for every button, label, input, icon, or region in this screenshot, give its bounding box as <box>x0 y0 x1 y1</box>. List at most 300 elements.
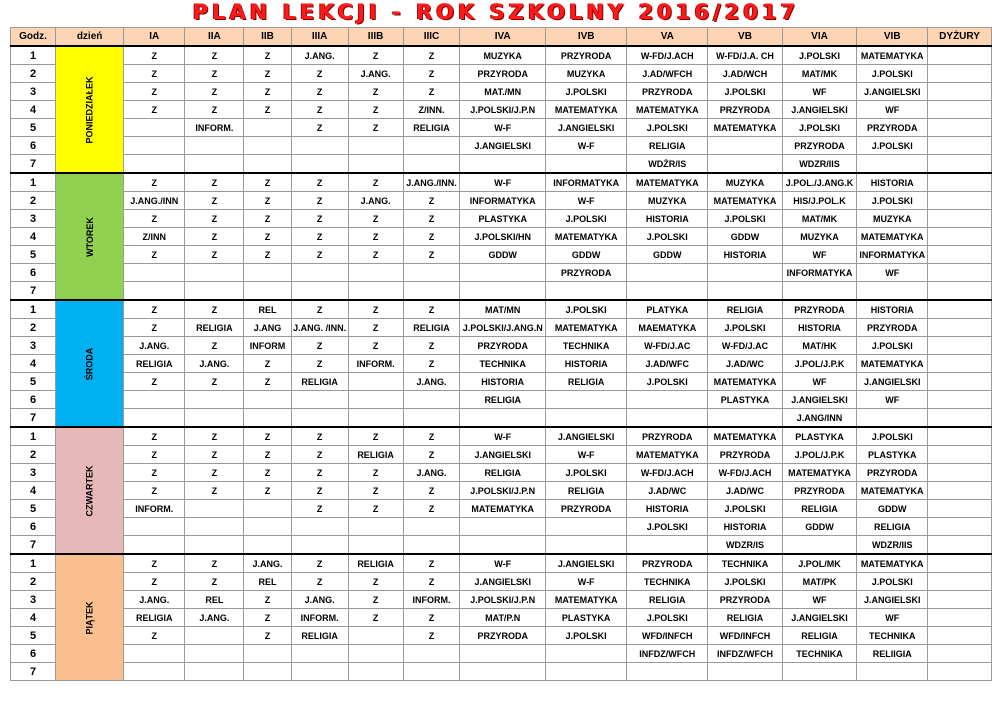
lesson-cell: Z <box>291 300 348 319</box>
lesson-cell <box>928 83 992 101</box>
lesson-row <box>11 627 992 645</box>
page-title: PLAN LEKCJI - ROK SZKOLNY 2016/2017 <box>192 0 800 24</box>
lesson-cell <box>627 536 708 555</box>
lesson-row <box>11 155 992 174</box>
column-header: IA <box>124 28 185 47</box>
lesson-cell: Z <box>185 83 244 101</box>
day-label <box>56 554 124 681</box>
lesson-cell <box>124 663 185 681</box>
lesson-cell <box>291 155 348 174</box>
lesson-row <box>11 137 992 155</box>
lesson-cell: W-F <box>546 573 627 591</box>
lesson-cell: WF <box>782 83 857 101</box>
day-name: PIĄTEK <box>84 600 95 635</box>
lesson-cell: Z <box>348 609 403 627</box>
lesson-cell: J.ANGIELSKI <box>460 573 546 591</box>
lesson-cell <box>460 264 546 282</box>
lesson-cell: Z <box>348 573 403 591</box>
lesson-cell <box>782 536 857 555</box>
lesson-cell: Z <box>185 300 244 319</box>
lesson-cell <box>124 518 185 536</box>
lesson-cell <box>124 391 185 409</box>
lesson-cell: Z <box>185 446 244 464</box>
lesson-cell: PLASTYKA <box>782 427 857 446</box>
lesson-cell: Z <box>185 427 244 446</box>
lesson-cell: J.POL/J.P.K <box>782 355 857 373</box>
lesson-row <box>11 500 992 518</box>
lesson-cell: W-FD/J.AC <box>627 337 708 355</box>
lesson-cell <box>244 536 291 555</box>
lesson-cell: W-FD/J.ACH <box>627 464 708 482</box>
lesson-cell: REL <box>244 573 291 591</box>
lesson-cell <box>403 409 460 428</box>
lesson-cell <box>857 409 928 428</box>
lesson-cell: J.ANG. <box>124 337 185 355</box>
lesson-cell: Z <box>403 83 460 101</box>
lesson-cell: Z <box>124 101 185 119</box>
lesson-cell: PRZYRODA <box>708 446 782 464</box>
lesson-cell <box>244 391 291 409</box>
lesson-cell: Z <box>348 464 403 482</box>
lesson-cell: MAT/P.N <box>460 609 546 627</box>
lesson-cell: Z <box>185 464 244 482</box>
lesson-cell <box>185 137 244 155</box>
lesson-cell: GDDW <box>708 228 782 246</box>
lesson-cell: Z <box>244 210 291 228</box>
lesson-number: 1 <box>11 173 56 192</box>
lesson-cell <box>928 464 992 482</box>
lesson-number: 4 <box>11 228 56 246</box>
lesson-cell <box>348 264 403 282</box>
lesson-cell <box>403 518 460 536</box>
lesson-cell: INFORM. <box>185 119 244 137</box>
lesson-cell <box>124 264 185 282</box>
lesson-cell: J.POLSKI <box>857 573 928 591</box>
lesson-number: 7 <box>11 663 56 681</box>
column-header: Godz. <box>11 28 56 47</box>
lesson-cell: Z <box>348 173 403 192</box>
lesson-cell <box>928 427 992 446</box>
lesson-number: 3 <box>11 337 56 355</box>
lesson-cell: INFORMATYKA <box>857 246 928 264</box>
lesson-cell: J.ANGIELSKI <box>782 609 857 627</box>
lesson-cell: INFORM. <box>348 355 403 373</box>
lesson-cell <box>291 663 348 681</box>
lesson-cell: Z <box>185 192 244 210</box>
lesson-cell: Z <box>403 627 460 645</box>
lesson-cell <box>291 518 348 536</box>
lesson-cell <box>124 536 185 555</box>
lesson-cell: W-FD/J.ACH <box>627 46 708 65</box>
lesson-cell: REL <box>244 300 291 319</box>
lesson-cell: Z <box>244 246 291 264</box>
lesson-cell: Z <box>244 46 291 65</box>
lesson-cell: Z <box>244 173 291 192</box>
lesson-cell <box>928 246 992 264</box>
lesson-cell: Z <box>348 101 403 119</box>
lesson-cell <box>546 518 627 536</box>
lesson-cell <box>403 282 460 301</box>
lesson-cell: J.POL/MK <box>782 554 857 573</box>
lesson-cell: Z <box>348 319 403 337</box>
lesson-cell: Z <box>124 65 185 83</box>
lesson-cell: W-F <box>546 192 627 210</box>
lesson-cell: J.ANG. /INN. <box>291 319 348 337</box>
lesson-cell <box>291 536 348 555</box>
lesson-number: 3 <box>11 210 56 228</box>
lesson-cell: TECHNIKA <box>546 337 627 355</box>
lesson-row <box>11 300 992 319</box>
lesson-cell: Z <box>124 173 185 192</box>
lesson-cell: MATEMATYKA <box>460 500 546 518</box>
lesson-cell: J.ANG. <box>348 192 403 210</box>
lesson-cell: MAT/MK <box>782 210 857 228</box>
lesson-cell: J.ANGIELSKI <box>460 137 546 155</box>
lesson-row <box>11 319 992 337</box>
lesson-row <box>11 554 992 573</box>
lesson-cell: J.POLSKI <box>708 500 782 518</box>
column-header: IIIC <box>403 28 460 47</box>
lesson-cell: Z <box>124 627 185 645</box>
lesson-cell <box>403 137 460 155</box>
lesson-cell: PRZYRODA <box>782 300 857 319</box>
lesson-cell: Z <box>185 246 244 264</box>
lesson-cell: MUZYKA <box>627 192 708 210</box>
lesson-row <box>11 337 992 355</box>
lesson-cell: HISTORIA <box>546 355 627 373</box>
lesson-cell: Z <box>185 373 244 391</box>
lesson-cell: Z <box>124 427 185 446</box>
lesson-cell <box>928 609 992 627</box>
lesson-cell: J.AD/WC <box>627 482 708 500</box>
lesson-number: 5 <box>11 627 56 645</box>
lesson-cell: MATEMATYKA <box>627 446 708 464</box>
lesson-cell: WF <box>857 264 928 282</box>
lesson-cell: PRZYRODA <box>546 500 627 518</box>
lesson-cell: W-FD/J.A. CH <box>708 46 782 65</box>
lesson-cell: MATEMATYKA <box>857 482 928 500</box>
lesson-cell <box>928 300 992 319</box>
lesson-cell: INFORM. <box>291 609 348 627</box>
day-name: CZWARTEK <box>84 465 95 516</box>
lesson-cell: Z <box>403 482 460 500</box>
lesson-cell: MATEMATYKA <box>546 101 627 119</box>
lesson-cell <box>546 536 627 555</box>
lesson-cell: WF <box>857 391 928 409</box>
lesson-cell: PRZYRODA <box>857 319 928 337</box>
lesson-cell: PRZYRODA <box>546 46 627 65</box>
lesson-number: 5 <box>11 500 56 518</box>
lesson-cell: J.ANG./INN. <box>403 173 460 192</box>
lesson-cell: W-F <box>460 427 546 446</box>
lesson-cell: GDDW <box>627 246 708 264</box>
lesson-cell: Z <box>291 83 348 101</box>
lesson-cell: J.POLSKI <box>708 83 782 101</box>
lesson-cell <box>348 137 403 155</box>
lesson-cell <box>928 319 992 337</box>
lesson-cell: MATEMATYKA <box>708 373 782 391</box>
lesson-cell: MAEMATYKA <box>627 319 708 337</box>
lesson-cell: Z <box>244 65 291 83</box>
lesson-cell: Z <box>244 446 291 464</box>
header-row <box>11 28 992 47</box>
lesson-cell: Z <box>291 355 348 373</box>
lesson-number: 6 <box>11 137 56 155</box>
lesson-cell: J.AD/WCH <box>708 65 782 83</box>
lesson-cell <box>928 391 992 409</box>
lesson-cell <box>348 373 403 391</box>
lesson-cell: PRZYRODA <box>857 119 928 137</box>
lesson-cell: MATEMATYKA <box>627 101 708 119</box>
lesson-cell: Z <box>291 119 348 137</box>
lesson-cell: RELIGIA <box>546 482 627 500</box>
lesson-cell: J.ANG. <box>244 554 291 573</box>
lesson-cell <box>928 210 992 228</box>
lesson-number: 5 <box>11 246 56 264</box>
lesson-cell: J.ANG. <box>291 46 348 65</box>
column-header: IVA <box>460 28 546 47</box>
lesson-cell: J.POLSKI <box>627 228 708 246</box>
lesson-cell: RELIGIA <box>291 627 348 645</box>
lesson-cell: Z <box>124 373 185 391</box>
lesson-cell: J.ANG. <box>124 591 185 609</box>
lesson-cell: RELIIGIA <box>857 645 928 663</box>
lesson-number: 6 <box>11 645 56 663</box>
lesson-cell: INFORMATYKA <box>460 192 546 210</box>
lesson-cell: J.POLSKI <box>546 83 627 101</box>
lesson-cell: Z <box>124 554 185 573</box>
lesson-cell: J.AD/WC <box>708 482 782 500</box>
lesson-cell: PLASTYKA <box>708 391 782 409</box>
column-header: VIA <box>782 28 857 47</box>
lesson-cell: MATEMATYKA <box>546 591 627 609</box>
lesson-cell <box>928 137 992 155</box>
lesson-number: 4 <box>11 609 56 627</box>
lesson-cell: Z <box>403 246 460 264</box>
lesson-cell: J.ANG. <box>291 591 348 609</box>
lesson-cell <box>348 627 403 645</box>
lesson-cell: Z <box>244 83 291 101</box>
lesson-cell: TECHNIKA <box>627 573 708 591</box>
lesson-cell: Z <box>291 101 348 119</box>
lesson-cell <box>185 264 244 282</box>
lesson-row <box>11 464 992 482</box>
lesson-cell <box>928 101 992 119</box>
lesson-cell: Z <box>348 246 403 264</box>
lesson-cell: Z <box>403 609 460 627</box>
lesson-row <box>11 246 992 264</box>
lesson-cell: RELIGIA <box>627 137 708 155</box>
lesson-number: 1 <box>11 300 56 319</box>
day-label <box>56 300 124 427</box>
lesson-cell: J.ANGIELSKI <box>546 119 627 137</box>
lesson-row <box>11 645 992 663</box>
lesson-cell: PRZYRODA <box>782 482 857 500</box>
lesson-cell: Z <box>244 482 291 500</box>
lesson-cell <box>244 500 291 518</box>
lesson-cell: HISTORIA <box>460 373 546 391</box>
lesson-cell <box>708 409 782 428</box>
lesson-cell: W-F <box>460 119 546 137</box>
lesson-cell <box>124 137 185 155</box>
lesson-number: 5 <box>11 119 56 137</box>
lesson-cell: WF <box>782 246 857 264</box>
lesson-cell: WF <box>782 373 857 391</box>
lesson-cell: PRZYRODA <box>460 65 546 83</box>
lesson-number: 4 <box>11 101 56 119</box>
lesson-cell <box>928 409 992 428</box>
lesson-cell: HISTORIA <box>708 246 782 264</box>
lesson-cell: J.ANGIELSKI <box>782 101 857 119</box>
lesson-cell: Z <box>291 192 348 210</box>
lesson-cell <box>928 192 992 210</box>
lesson-cell: INFORMATYKA <box>546 173 627 192</box>
lesson-cell: Z <box>348 427 403 446</box>
lesson-cell <box>185 627 244 645</box>
lesson-cell: WDZR/IIS <box>857 536 928 555</box>
lesson-cell <box>857 155 928 174</box>
lesson-cell <box>460 536 546 555</box>
lesson-cell: GDDW <box>546 246 627 264</box>
lesson-cell <box>403 663 460 681</box>
lesson-cell <box>627 264 708 282</box>
lesson-cell: Z <box>348 83 403 101</box>
column-header: DYŻURY <box>928 28 992 47</box>
lesson-cell: PRZYRODA <box>708 591 782 609</box>
lesson-cell: PRZYRODA <box>857 464 928 482</box>
lesson-row <box>11 173 992 192</box>
lesson-cell: MUZYKA <box>782 228 857 246</box>
lesson-cell <box>244 119 291 137</box>
day-label <box>56 173 124 300</box>
lesson-cell <box>348 155 403 174</box>
lesson-cell: Z <box>124 464 185 482</box>
lesson-cell <box>460 663 546 681</box>
lesson-cell: Z <box>124 210 185 228</box>
column-header: VA <box>627 28 708 47</box>
timetable <box>10 27 992 681</box>
lesson-cell: Z <box>291 246 348 264</box>
lesson-cell: PRZYRODA <box>460 627 546 645</box>
lesson-cell: Z <box>348 228 403 246</box>
lesson-row <box>11 210 992 228</box>
lesson-cell: MATEMATYKA <box>708 119 782 137</box>
lesson-cell: Z <box>291 427 348 446</box>
lesson-cell: Z <box>291 228 348 246</box>
lesson-cell: HISTORIA <box>782 319 857 337</box>
lesson-cell: WDZR/IIS <box>782 155 857 174</box>
lesson-cell <box>124 119 185 137</box>
lesson-cell <box>627 282 708 301</box>
lesson-number: 2 <box>11 446 56 464</box>
lesson-cell: MAT/MK <box>782 65 857 83</box>
lesson-row <box>11 518 992 536</box>
lesson-number: 3 <box>11 591 56 609</box>
lesson-cell: Z <box>403 46 460 65</box>
lesson-cell: RELIGIA <box>627 591 708 609</box>
lesson-cell: W-FD/J.ACH <box>708 464 782 482</box>
lesson-cell: Z <box>403 228 460 246</box>
lesson-cell: HISTORIA <box>857 173 928 192</box>
lesson-row <box>11 83 992 101</box>
lesson-cell <box>546 155 627 174</box>
lesson-cell: MATEMATYKA <box>857 46 928 65</box>
lesson-cell <box>460 518 546 536</box>
lesson-cell: J.ANGIELSKI <box>857 591 928 609</box>
lesson-cell <box>244 282 291 301</box>
lesson-cell: Z <box>403 573 460 591</box>
lesson-cell <box>928 173 992 192</box>
lesson-cell: Z <box>124 573 185 591</box>
lesson-cell: Z <box>124 246 185 264</box>
lesson-cell: J.POLSKI <box>546 464 627 482</box>
lesson-cell: Z <box>403 554 460 573</box>
lesson-cell <box>124 409 185 428</box>
lesson-cell: INFORM <box>244 337 291 355</box>
lesson-cell: GDDW <box>460 246 546 264</box>
lesson-cell: HISTORIA <box>627 500 708 518</box>
column-header: VIB <box>857 28 928 47</box>
lesson-cell <box>244 645 291 663</box>
lesson-cell <box>403 391 460 409</box>
lesson-cell: WDŻR/IS <box>627 155 708 174</box>
lesson-cell: Z <box>124 482 185 500</box>
lesson-cell: J.ANGIELSKI <box>546 554 627 573</box>
lesson-cell <box>348 282 403 301</box>
column-header: IIIA <box>291 28 348 47</box>
lesson-cell: RELIGIA <box>124 609 185 627</box>
lesson-number: 6 <box>11 391 56 409</box>
lesson-cell <box>928 264 992 282</box>
lesson-cell: MAT/MN <box>460 300 546 319</box>
lesson-cell: J.AD/WFC <box>627 355 708 373</box>
lesson-cell <box>546 391 627 409</box>
lesson-number: 2 <box>11 65 56 83</box>
lesson-row <box>11 536 992 555</box>
lesson-cell: RELIGIA <box>708 609 782 627</box>
lesson-cell: J.ANG. <box>403 373 460 391</box>
lesson-cell: GDDW <box>782 518 857 536</box>
lesson-cell: J.POL./J.ANG.K <box>782 173 857 192</box>
lesson-cell: Z <box>403 210 460 228</box>
lesson-cell <box>403 536 460 555</box>
column-header: IIIB <box>348 28 403 47</box>
lesson-cell: W-F <box>546 446 627 464</box>
lesson-row <box>11 228 992 246</box>
lesson-cell: Z/INN <box>124 228 185 246</box>
lesson-number: 3 <box>11 83 56 101</box>
lesson-cell <box>403 264 460 282</box>
lesson-cell: Z <box>403 337 460 355</box>
lesson-row <box>11 355 992 373</box>
lesson-cell: MATEMATYKA <box>627 173 708 192</box>
lesson-cell: J.POLSKI <box>627 373 708 391</box>
lesson-cell <box>708 155 782 174</box>
lesson-cell: J.ANG. <box>185 355 244 373</box>
lesson-cell <box>928 591 992 609</box>
lesson-cell: J.POLSKI <box>782 46 857 65</box>
lesson-cell: Z <box>403 65 460 83</box>
lesson-cell: PLASTYKA <box>546 609 627 627</box>
lesson-cell: Z <box>244 627 291 645</box>
lesson-number: 4 <box>11 355 56 373</box>
lesson-cell: WF <box>782 591 857 609</box>
lesson-cell: RELIGIA <box>403 319 460 337</box>
lesson-cell: J.POLSKI/J.ANG.N <box>460 319 546 337</box>
lesson-cell: Z <box>291 65 348 83</box>
lesson-cell: J.POLSKI <box>857 192 928 210</box>
lesson-cell <box>185 155 244 174</box>
